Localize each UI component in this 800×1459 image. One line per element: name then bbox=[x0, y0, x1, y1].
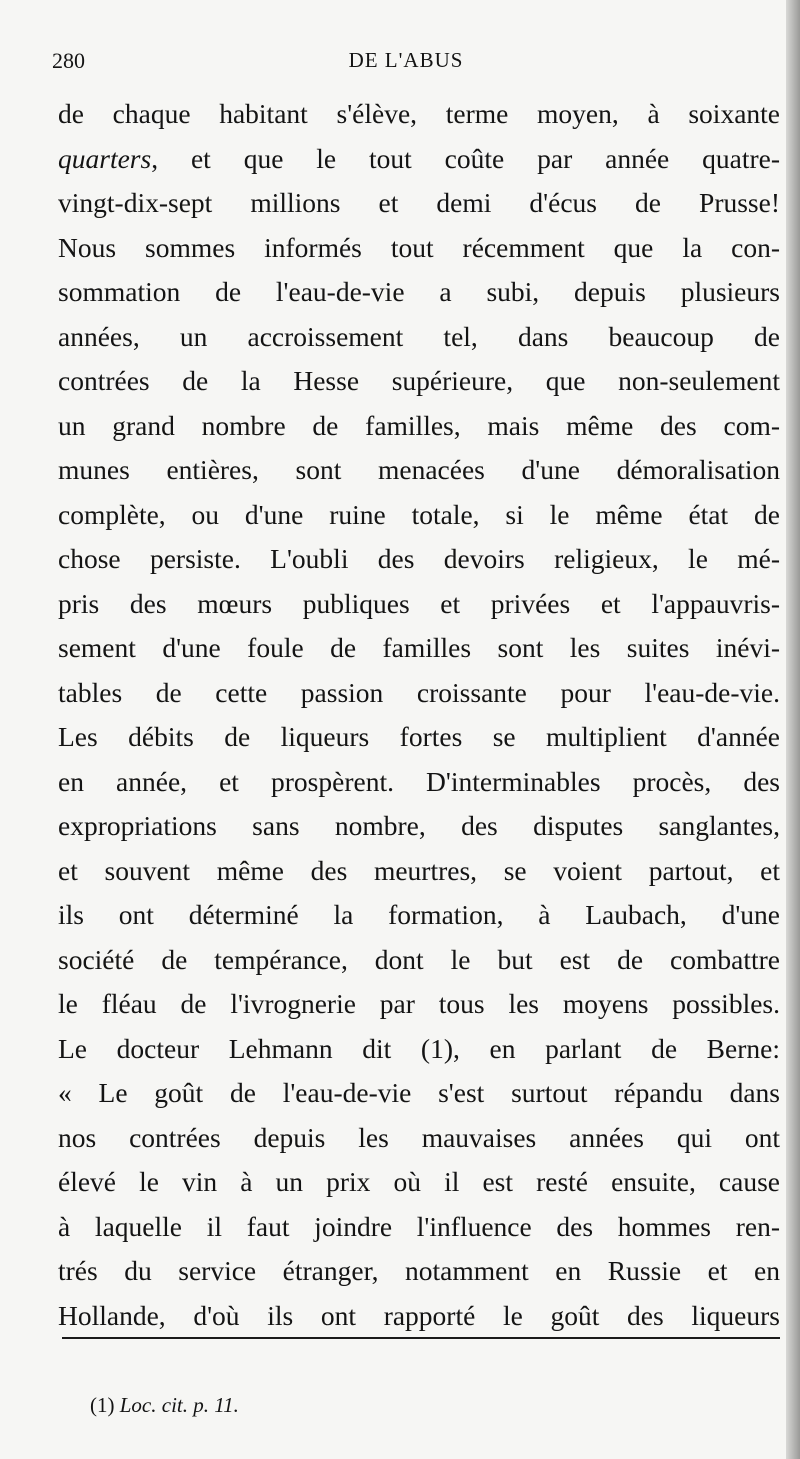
text-line: complète, ou d'une ruine totale, si le même état de bbox=[58, 498, 780, 530]
page-number: 280 bbox=[52, 48, 85, 73]
text-line: Les débits de liqueurs fortes se multiplient d'année bbox=[58, 721, 780, 752]
text-line: Hollande, d'où ils ont rapporté le goût des liqueurs bbox=[58, 1299, 780, 1331]
body-text bbox=[58, 92, 780, 1338]
text-line: élevé le vin à un prix où il est resté ensuite, cause bbox=[58, 1166, 780, 1197]
text-line: Le docteur Lehmann dit (1), en parlant de Berne: bbox=[58, 1032, 780, 1064]
text-line: années, un accroissement tel, dans beaucoup de bbox=[58, 320, 780, 352]
footnote-citation: Loc. cit. p. 11. bbox=[119, 1393, 239, 1417]
text-line: pris des mœurs publiques et privées et l'appauvris- bbox=[58, 587, 780, 619]
text-line: sement d'une foule de familles sont les suites inévi- bbox=[58, 632, 780, 663]
text-line: tables de cette passion croissante pour l'eau-de-vie. bbox=[58, 676, 780, 708]
text-line: et souvent même des meurtres, se voient partout, et bbox=[58, 854, 780, 886]
text-line: le fléau de l'ivrognerie par tous les moyens possibles. bbox=[58, 988, 780, 1019]
text-line bbox=[58, 137, 780, 182]
text-line: un grand nombre de familles, mais même des com- bbox=[58, 409, 780, 441]
text-line: contrées de la Hesse supérieure, que non-seulement bbox=[58, 365, 780, 396]
text-line: expropriations sans nombre, des disputes sanglantes, bbox=[58, 810, 780, 841]
text-line-italic-part: quarters bbox=[58, 142, 152, 174]
page-edge-shadow bbox=[786, 0, 800, 1459]
running-title: DE L'ABUS bbox=[348, 48, 464, 72]
text-line: de chaque habitant s'élève, terme moyen, à soixante bbox=[58, 98, 780, 129]
text-line: société de tempérance, dont le but est de combattre bbox=[58, 943, 780, 975]
text-line: sommation de l'eau-de-vie a subi, depuis plusieurs bbox=[58, 276, 780, 307]
footnote bbox=[90, 1393, 239, 1418]
text-line: ils ont déterminé la formation, à Laubach, d'une bbox=[58, 899, 780, 930]
text-line: « Le goût de l'eau-de-vie s'est surtout répandu dans bbox=[58, 1077, 780, 1108]
text-line: à laquelle il faut joindre l'influence des hommes ren- bbox=[58, 1210, 780, 1242]
text-line: Nous sommes informés tout récemment que la con- bbox=[58, 231, 780, 263]
text-line: munes entières, sont menacées d'une démoralisation bbox=[58, 454, 780, 485]
text-line: nos contrées depuis les mauvaises années qui ont bbox=[58, 1121, 780, 1153]
text-line: en année, et prospèrent. D'interminables procès, des bbox=[58, 765, 780, 797]
text-line-rest: , et que le tout coûte par année quatre- bbox=[151, 142, 780, 174]
footnote-marker: (1) bbox=[90, 1393, 115, 1417]
text-line: vingt-dix-sept millions et demi d'écus de Prusse! bbox=[58, 187, 780, 218]
text-line: trés du service étranger, notamment en Russie et en bbox=[58, 1255, 780, 1286]
text-line: chose persiste. L'oubli des devoirs religieux, le mé- bbox=[58, 543, 780, 574]
footnote-separator bbox=[62, 1337, 780, 1339]
page-header bbox=[52, 48, 760, 78]
